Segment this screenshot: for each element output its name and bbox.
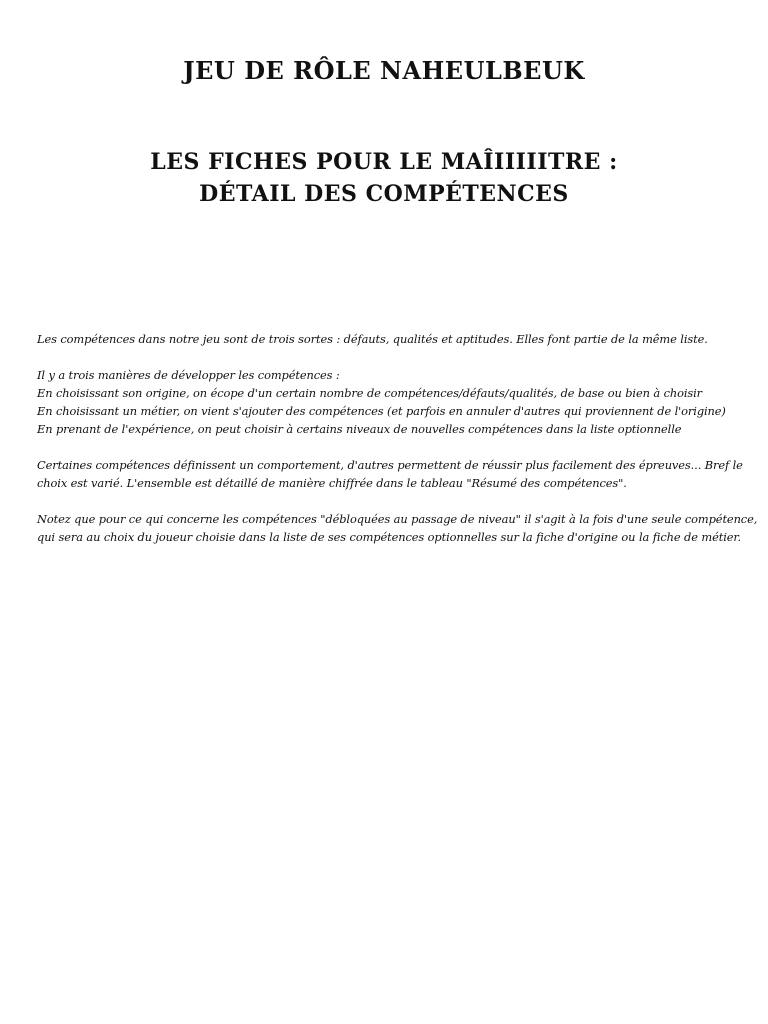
text-line: En prenant de l'expérience, on peut choisir à certains niveaux de nouvelles compétences dans la liste optionnelle — [37, 422, 682, 436]
text-line: Il y a trois manières de développer les compétences : — [37, 368, 340, 382]
document-title: JEU DE RÔLE NAHEULBEUK — [183, 56, 585, 85]
text-line: Les compétences dans notre jeu sont de trois sortes : défauts, qualités et aptitudes. Elles font partie de la même liste. — [37, 332, 708, 346]
text-line: En choisissant son origine, on écope d'un certain nombre de compétences/défauts/qualités, de base ou bien à choisir — [37, 386, 703, 400]
text-line: En choisissant un métier, on vient s'ajouter des compétences (et parfois en annuler d'autres qui proviennent de l'origine) — [37, 404, 726, 418]
paragraph-intro — [37, 330, 737, 348]
text-line: choix est varié. L'ensemble est détaillé de manière chiffrée dans le tableau "Résumé des compétences". — [37, 476, 627, 490]
subtitle-line: DÉTAIL DES COMPÉTENCES — [199, 181, 569, 207]
paragraph-development — [37, 366, 737, 438]
paragraph-note — [37, 510, 758, 546]
document-subtitle — [0, 146, 768, 210]
subtitle-line: LES FICHES POUR LE MAÎIIIIITRE : — [150, 149, 618, 175]
paragraph-behaviour — [37, 456, 743, 492]
text-line: Certaines compétences définissent un comportement, d'autres permettent de réussir plus facilement des épreuves... Bref le — [37, 458, 743, 472]
document-body — [37, 330, 758, 564]
text-line: Notez que pour ce qui concerne les compétences "débloquées au passage de niveau" il s'agit à la fois d'une seule compétence, — [37, 512, 758, 526]
text-line: qui sera au choix du joueur choisie dans la liste de ses compétences optionnelles sur la fiche d'origine ou la fiche de métier. — [37, 530, 742, 544]
